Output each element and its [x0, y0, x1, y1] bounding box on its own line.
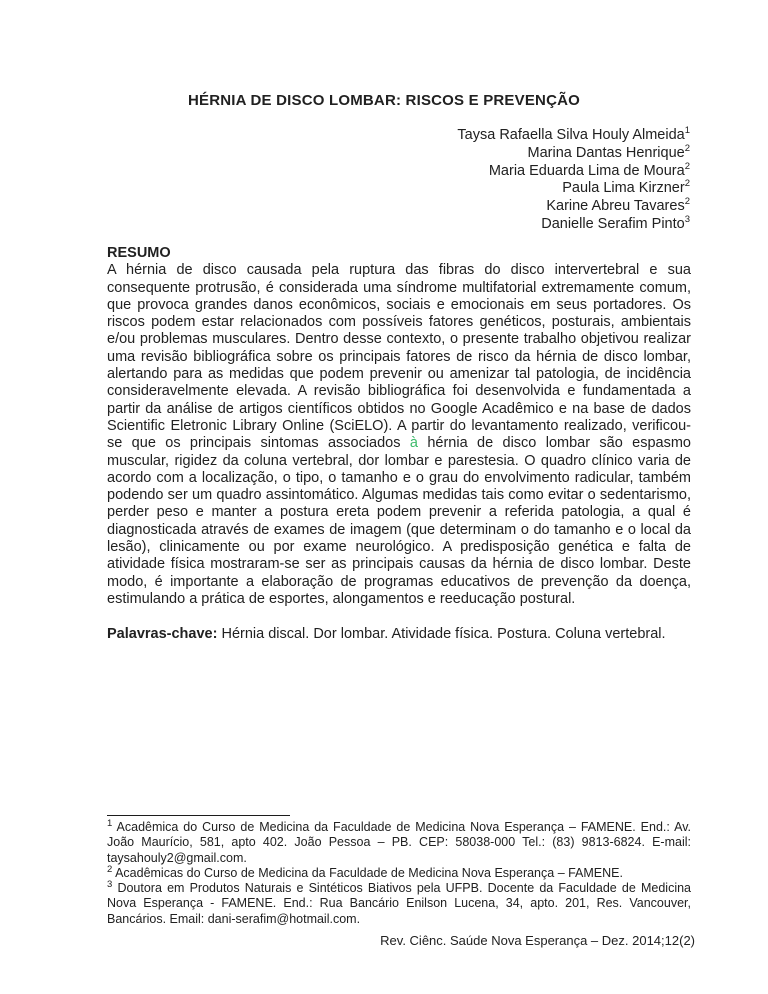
abstract-text-before: A hérnia de disco causada pela ruptura das fibras do disco intervertebral e sua consequente protrusão, é considerada uma síndrome multifatorial extremamente comum, que provoca grandes danos econômicos, sociais e emocionais em seus portadores. Os riscos podem estar relacionados com possíveis fatores genéticos, posturais, ambientais e/ou problemas musculares. Dentro desse contexto, o presente trabalho objetivou realizar uma revisão bibliográfica sobre os principais fatores de risco da hérnia de disco lombar, alertando para as medidas que podem prevenir ou amenizar tal patologia, de incidência consideravelmente elevada. A revisão bibliográfica foi desenvolvida e fundamentada a partir da análise de artigos científicos obtidos no Google Acadêmico e na base de dados Scientific Eletronic Library Online (SciELO). A partir do levantamento realizado, verificou-se que os principais sintomas associados — [107, 262, 691, 452]
author-affiliation-sup: 2 — [684, 178, 690, 190]
author-line — [457, 160, 690, 181]
footnote-3-sup: 3 — [107, 879, 113, 891]
author-name: Karine Abreu Tavares — [546, 198, 685, 215]
author-name: Danielle Serafim Pinto — [541, 215, 685, 232]
grammar-highlighted-word: à — [409, 435, 418, 452]
footnote-1-sup: 1 — [107, 817, 113, 829]
author-name: Maria Eduarda Lima de Moura — [488, 162, 685, 179]
page-title: HÉRNIA DE DISCO LOMBAR: RISCOS E PREVENÇÃO — [187, 92, 581, 109]
author-block — [457, 127, 690, 234]
footnotes-section — [107, 815, 691, 927]
author-line — [457, 142, 690, 163]
author-affiliation-sup: 2 — [684, 196, 690, 208]
abstract-section — [107, 245, 691, 644]
author-line — [457, 127, 690, 145]
abstract-text-after: hérnia de disco lombar são espasmo muscular, rigidez da coluna vertebral, dor lombar e parestesia. O quadro clínico varia de acordo com a localização, o tipo, o tamanho e o grau do envolvimento radicular, também podendo ser um quadro assintomático. Algumas medidas tais como evitar o sedentarismo, perder peso e manter a postura ereta podem prevenir a referida patologia, a qual é diagnosticada através de exames de imagem (que determinam o do tamanho e o local da lesão), clinicamente ou por exame neurológico. A predisposição genética e falta de atividade física mostraram-se ser as principais causas da hérnia de disco lombar. Deste modo, é importante a elaboração de programas educativos de prevenção da doença, estimulando a prática de esportes, alongamentos e reeducação postural. — [107, 435, 691, 607]
author-line — [457, 180, 690, 198]
footnote-2-text: Acadêmicas do Curso de Medicina da Faculdade de Medicina Nova Esperança – FAMENE. — [112, 865, 623, 880]
footnote-3-text: Doutora em Produtos Naturais e Sintéticos Biativos pela UFPB. Docente da Faculdade de Medicina Nova Esperança - FAMENE. End.: Rua Bancário Enilson Lucena, 34, apto. 201, Res. Vancouver, Bancários. Email: dani-serafim@hotmail.com. — [107, 881, 691, 926]
keywords-text: Hérnia discal. Dor lombar. Atividade física. Postura. Coluna vertebral. — [217, 626, 666, 643]
footnote-3 — [107, 881, 691, 927]
footnote-separator-rule — [107, 815, 290, 816]
author-name: Paula Lima Kirzner — [562, 180, 685, 197]
author-name: Marina Dantas Henrique — [527, 144, 685, 161]
keywords-paragraph — [107, 626, 691, 643]
journal-footer: Rev. Ciênc. Saúde Nova Esperança – Dez. 2014;12(2) — [380, 933, 695, 948]
author-affiliation-sup: 1 — [684, 125, 690, 137]
footnote-1-text: Acadêmica do Curso de Medicina da Faculdade de Medicina Nova Esperança – FAMENE. End.: Av. João Maurício, 581, apto 402. João Pessoa – PB. CEP: 58038-000 Tel.: (83) 9813-6824. E-mail: taysahouly2@gmail.com. — [107, 820, 691, 865]
footnote-2 — [107, 863, 691, 881]
author-affiliation-sup: 3 — [684, 214, 690, 226]
author-line — [457, 216, 690, 234]
abstract-heading: RESUMO — [107, 245, 171, 261]
keywords-label: Palavras-chave: — [107, 626, 218, 643]
abstract-paragraph — [107, 262, 691, 608]
author-line — [457, 198, 690, 216]
author-affiliation-sup: 2 — [684, 160, 690, 172]
footnote-2-sup: 2 — [107, 863, 113, 875]
author-name: Taysa Rafaella Silva Houly Almeida — [457, 127, 685, 143]
footnote-1 — [107, 817, 691, 866]
author-affiliation-sup: 2 — [684, 142, 690, 154]
